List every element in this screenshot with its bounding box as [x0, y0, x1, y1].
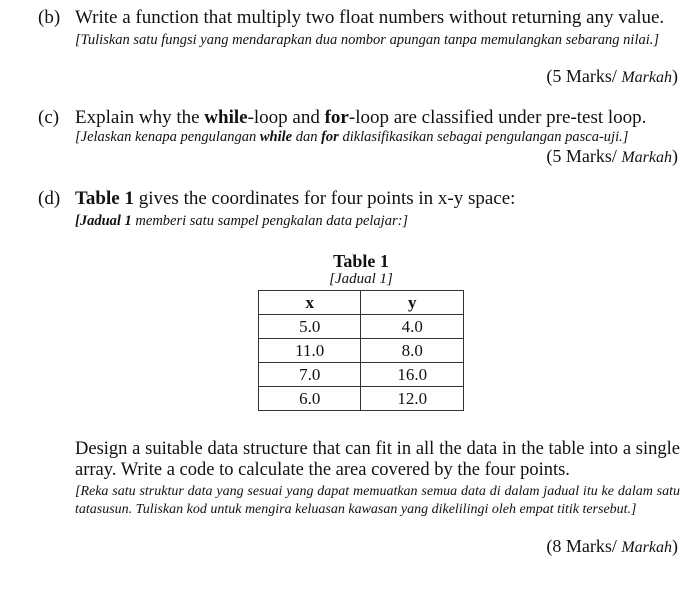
table-header-row [259, 291, 464, 315]
table-cell: 8.0 [361, 339, 464, 363]
question-c-text-3: -loop are classified under pre-test loop. [348, 107, 647, 128]
table-cell: 16.0 [361, 363, 464, 387]
question-c-tr-1: [Jelaskan kenapa pengulangan [75, 129, 260, 145]
question-b-label: (b) [38, 7, 61, 28]
table-row [259, 363, 464, 387]
question-d-label: (d) [38, 188, 61, 209]
table-cell: 12.0 [361, 387, 464, 411]
marks-close: ) [672, 66, 678, 86]
question-c-translation [75, 128, 680, 146]
marks-label: (8 Marks/ [546, 536, 617, 556]
question-c-label: (c) [38, 107, 60, 128]
question-d-tr-1: memberi satu sampel pengkalan data pelajar:] [131, 213, 409, 229]
marks-label-my: Markah [621, 149, 672, 166]
question-d-paragraph-translation: [Reka satu struktur data yang sesuai yang dapat memuatkan semua data di dalam jadual itu ke dalam satu tatasusun. Tuliskan kod untuk mengira keluasan kawasan yang dikelilingi oleh empat titik tersebut.] [75, 484, 680, 517]
coordinates-table [258, 290, 464, 411]
marks-close: ) [672, 536, 678, 556]
question-c-tr-2: dan [292, 129, 322, 145]
table-cell: 4.0 [361, 315, 464, 339]
question-c-text-2: -loop and [247, 107, 325, 128]
question-b-marks [546, 66, 678, 87]
question-c-marks [546, 146, 678, 167]
keyword-while-my: while [259, 129, 293, 145]
table-cell: 11.0 [259, 339, 361, 363]
question-c-text [75, 107, 646, 129]
table-cell: 5.0 [259, 315, 361, 339]
column-header-y: y [361, 291, 464, 315]
table-cell: 7.0 [259, 363, 361, 387]
marks-label: (5 Marks/ [546, 146, 617, 166]
table-subtitle: [Jadual 1] [329, 271, 393, 287]
table-ref-my: [Jadual 1 [75, 213, 132, 229]
marks-label-my: Markah [621, 69, 672, 86]
question-c-tr-3: diklasifikasikan sebagai pengulangan pasca-uji.] [338, 129, 629, 145]
table-row [259, 315, 464, 339]
table-title: Table 1 [333, 251, 389, 271]
table-row [259, 339, 464, 363]
table-ref: Table 1 [75, 188, 134, 209]
table-cell: 6.0 [259, 387, 361, 411]
keyword-for: for [324, 107, 349, 128]
column-header-x: x [259, 291, 361, 315]
marks-label: (5 Marks/ [546, 66, 617, 86]
question-b-text: Write a function that multiply two float numbers without returning any value. [75, 7, 665, 28]
question-d-text [75, 188, 515, 210]
question-b-translation: [Tuliskan satu fungsi yang mendarapkan dua nombor apungan tanpa memulangkan sebarang nilai.] [75, 32, 660, 48]
question-d-paragraph: Design a suitable data structure that can fit in all the data in the table into a single array. Write a code to calculate the area covered by the four points. [75, 439, 680, 480]
marks-label-my: Markah [621, 539, 672, 556]
table-caption [258, 251, 464, 288]
marks-close: ) [672, 146, 678, 166]
question-d-translation [75, 212, 680, 230]
table-row [259, 387, 464, 411]
question-c-text-1: Explain why the [75, 107, 205, 128]
keyword-for-my: for [321, 129, 339, 145]
question-d-marks [546, 536, 678, 557]
keyword-while: while [204, 107, 248, 128]
question-d-text-1: gives the coordinates for four points in x-y space: [133, 188, 516, 209]
